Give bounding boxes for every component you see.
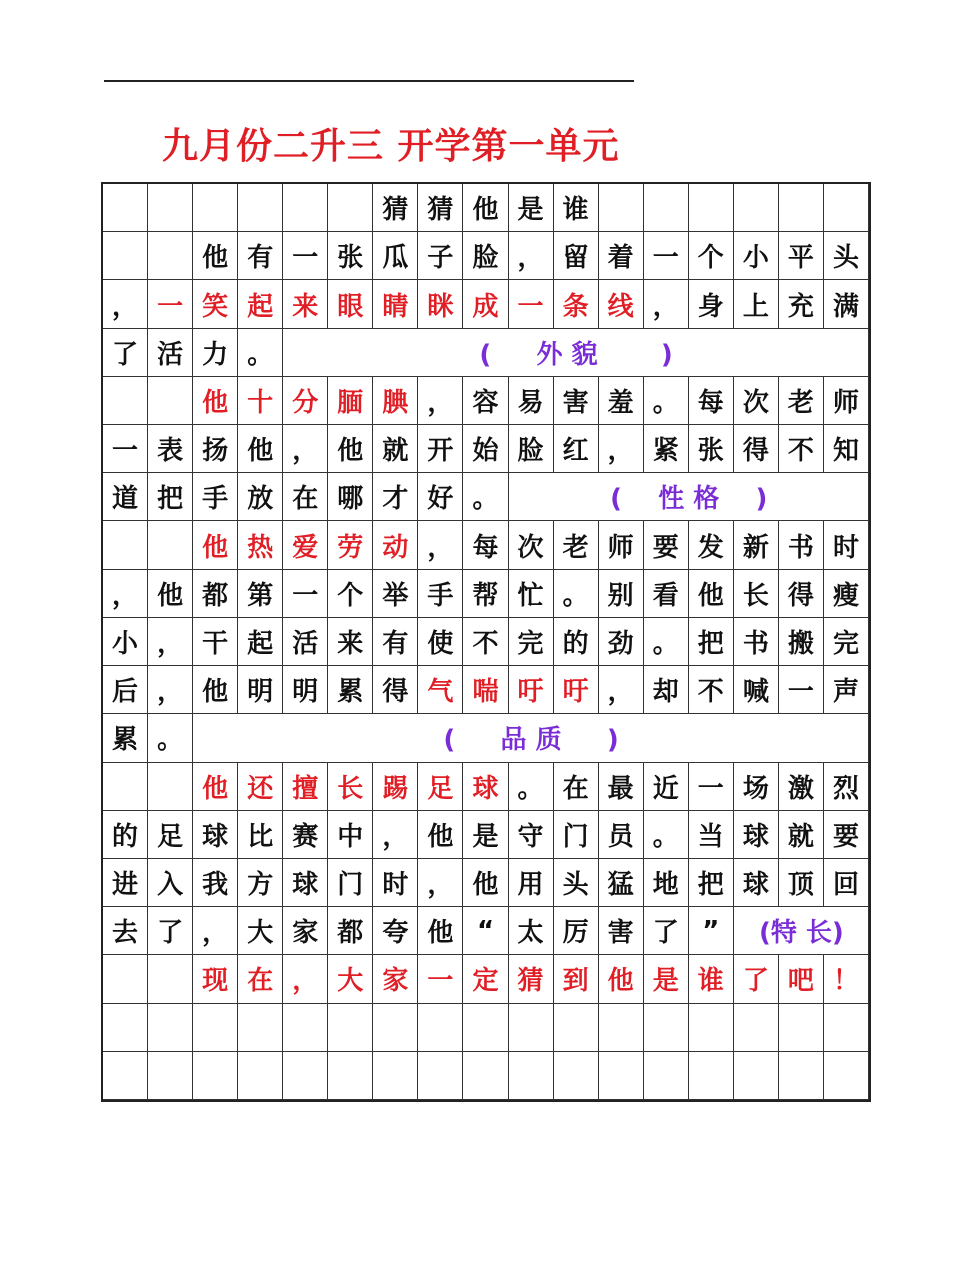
grid-cell: 知 [824,425,869,473]
grid-cell: 他 [599,955,644,1003]
grid-cell: 次 [734,377,779,425]
grid-cell [418,1052,463,1100]
grid-cell: 他 [193,377,238,425]
grid-cell: 他 [328,425,373,473]
grid-cell: ， [418,377,463,425]
grid-cell: 有 [373,618,418,666]
grid-cell: 头 [554,859,599,907]
grid-cell: 。 [463,473,508,521]
grid-cell: 球 [283,859,328,907]
category-label: ( 性 格 ) [610,484,768,515]
grid-cell: ， [644,280,689,328]
grid-cell: 定 [463,955,508,1003]
grid-cell: 踢 [373,763,418,811]
grid-cell: 一 [283,570,328,618]
grid-cell [824,1052,869,1100]
grid-cell: 他 [148,570,193,618]
grid-cell [193,184,238,232]
grid-cell: 场 [734,763,779,811]
grid-cell: 赛 [283,811,328,859]
grid-cell: 忙 [509,570,554,618]
grid-cell [599,1052,644,1100]
grid-cell: 紧 [644,425,689,473]
grid-cell: ” [689,907,734,955]
grid-cell [689,184,734,232]
grid-cell: 脸 [463,232,508,280]
grid-cell: 每 [463,521,508,569]
grid-cell: 使 [418,618,463,666]
grid-cell: 得 [373,666,418,714]
grid-cell [373,1052,418,1100]
grid-cell: 到 [554,955,599,1003]
grid-cell: 个 [689,232,734,280]
grid-cell: 足 [148,811,193,859]
grid-cell [148,763,193,811]
grid-cell: 近 [644,763,689,811]
grid-cell: 明 [283,666,328,714]
grid-cell: 家 [283,907,328,955]
page-title: 九月份二升三 开学第一单元 [162,126,620,167]
grid-cell: 在 [283,473,328,521]
grid-cell: 动 [373,521,418,569]
grid-cell [103,521,148,569]
grid-cell [103,377,148,425]
category-label: (特 长) [758,918,844,949]
grid-cell: 眼 [328,280,373,328]
grid-cell: 他 [418,907,463,955]
grid-cell: 腼 [328,377,373,425]
grid-cell: 不 [463,618,508,666]
grid-cell [599,184,644,232]
grid-cell: 球 [734,859,779,907]
grid-cell: 一 [644,232,689,280]
grid-cell: 得 [779,570,824,618]
grid-cell: 头 [824,232,869,280]
grid-cell: 球 [193,811,238,859]
grid-cell: 笑 [193,280,238,328]
grid-cell: ， [373,811,418,859]
grid-cell: 长 [328,763,373,811]
grid-cell: 球 [734,811,779,859]
grid-cell: 一 [148,280,193,328]
grid-cell: 谁 [689,955,734,1003]
grid-cell: 一 [103,425,148,473]
grid-cell: 激 [779,763,824,811]
grid-cell [779,1052,824,1100]
grid-cell [328,1052,373,1100]
grid-cell: 球 [463,763,508,811]
grid-cell: 他 [193,521,238,569]
grid-cell: 猜 [509,955,554,1003]
grid-cell [238,1052,283,1100]
grid-cell: 上 [734,280,779,328]
grid-cell [554,1052,599,1100]
grid-cell [463,1004,508,1052]
grid-cell: 喘 [463,666,508,714]
grid-cell: 在 [554,763,599,811]
grid-cell [599,1004,644,1052]
grid-cell: 明 [238,666,283,714]
grid-cell [148,955,193,1003]
category-label-cell [283,329,869,377]
grid-cell: 一 [418,955,463,1003]
grid-cell [103,1052,148,1100]
grid-cell: 进 [103,859,148,907]
grid-cell: 大 [328,955,373,1003]
grid-cell: 门 [328,859,373,907]
grid-cell: 了 [103,329,148,377]
grid-cell: ， [599,666,644,714]
grid-cell: 猜 [418,184,463,232]
grid-cell: 了 [644,907,689,955]
grid-cell [644,184,689,232]
grid-cell: 完 [824,618,869,666]
grid-cell: ， [283,955,328,1003]
grid-cell: 要 [824,811,869,859]
grid-cell: 是 [509,184,554,232]
grid-cell [734,184,779,232]
grid-cell: ， [283,425,328,473]
grid-cell: 喊 [734,666,779,714]
grid-cell: 新 [734,521,779,569]
grid-cell [328,184,373,232]
grid-cell: 起 [238,280,283,328]
grid-cell [148,1004,193,1052]
grid-cell [148,232,193,280]
grid-cell: 员 [599,811,644,859]
grid-cell [734,1052,779,1100]
grid-cell: 却 [644,666,689,714]
grid-cell: 不 [689,666,734,714]
grid-cell: 完 [509,618,554,666]
grid-cell: ， [103,570,148,618]
grid-cell: 把 [148,473,193,521]
grid-cell: 一 [689,763,734,811]
grid-cell: 每 [689,377,734,425]
grid-cell: 守 [509,811,554,859]
grid-cell: 了 [734,955,779,1003]
grid-cell [103,763,148,811]
grid-cell: 睛 [373,280,418,328]
grid-cell: 书 [779,521,824,569]
grid-cell [463,1052,508,1100]
grid-cell [734,1004,779,1052]
grid-cell [103,184,148,232]
grid-cell [824,1004,869,1052]
grid-cell: 我 [193,859,238,907]
grid-cell: 留 [554,232,599,280]
grid-cell: 起 [238,618,283,666]
grid-cell: ， [418,859,463,907]
grid-cell: 门 [554,811,599,859]
grid-cell: 力 [193,329,238,377]
grid-cell: 。 [554,570,599,618]
grid-cell: 太 [509,907,554,955]
grid-cell: 别 [599,570,644,618]
grid-cell: 眯 [418,280,463,328]
grid-cell [238,184,283,232]
grid-cell: 累 [103,714,148,762]
grid-cell [373,1004,418,1052]
grid-cell: 小 [103,618,148,666]
grid-cell: 累 [328,666,373,714]
grid-cell: 容 [463,377,508,425]
grid-cell: 第 [238,570,283,618]
grid-cell [283,184,328,232]
grid-cell: 。 [644,377,689,425]
grid-cell: 张 [689,425,734,473]
grid-cell: 开 [418,425,463,473]
grid-cell: 放 [238,473,283,521]
grid-cell: 易 [509,377,554,425]
grid-cell [283,1052,328,1100]
grid-cell: 。 [644,618,689,666]
grid-cell: 他 [238,425,283,473]
grid-cell: 充 [779,280,824,328]
grid-cell: 来 [328,618,373,666]
grid-cell: 大 [238,907,283,955]
grid-cell [509,1004,554,1052]
grid-cell: 一 [509,280,554,328]
grid-cell: 把 [689,859,734,907]
grid-cell: 是 [644,955,689,1003]
grid-cell: ， [599,425,644,473]
grid-cell: 道 [103,473,148,521]
grid-cell: 老 [554,521,599,569]
grid-cell: 脸 [509,425,554,473]
grid-cell: 就 [373,425,418,473]
grid-cell: 要 [644,521,689,569]
grid-cell: 看 [644,570,689,618]
grid-cell: 活 [283,618,328,666]
grid-cell: 是 [463,811,508,859]
grid-cell: 老 [779,377,824,425]
grid-cell: 都 [328,907,373,955]
grid-cell: 足 [418,763,463,811]
grid-cell: 满 [824,280,869,328]
grid-cell [779,1004,824,1052]
grid-cell: 瘦 [824,570,869,618]
grid-cell [283,1004,328,1052]
grid-cell: “ [463,907,508,955]
grid-cell: 举 [373,570,418,618]
grid-cell: ， [103,280,148,328]
grid-cell [103,1004,148,1052]
grid-cell: 他 [193,666,238,714]
grid-cell: 来 [283,280,328,328]
grid-cell: 吁 [509,666,554,714]
grid-cell [193,1052,238,1100]
grid-cell: 不 [779,425,824,473]
writing-grid [101,182,869,1100]
grid-cell [148,184,193,232]
grid-cell: 条 [554,280,599,328]
grid-cell: 帮 [463,570,508,618]
grid-cell: 表 [148,425,193,473]
grid-cell [509,1052,554,1100]
grid-cell: 夸 [373,907,418,955]
grid-cell: 。 [238,329,283,377]
category-label-cell [734,907,869,955]
grid-cell: ！ [824,955,869,1003]
grid-cell: 始 [463,425,508,473]
grid-cell: 搬 [779,618,824,666]
grid-cell: 了 [148,907,193,955]
grid-cell: 热 [238,521,283,569]
grid-cell: 时 [373,859,418,907]
grid-cell: 小 [734,232,779,280]
grid-cell: 他 [193,763,238,811]
grid-cell: 猛 [599,859,644,907]
grid-cell [193,1004,238,1052]
grid-cell: 时 [824,521,869,569]
grid-cell: 他 [463,859,508,907]
grid-cell: 害 [599,907,644,955]
grid-cell: 回 [824,859,869,907]
grid-cell [103,955,148,1003]
grid-cell: 去 [103,907,148,955]
grid-cell: 张 [328,232,373,280]
category-label: ( 品 质 ) [443,725,619,756]
grid-cell: ， [148,666,193,714]
grid-cell: 劳 [328,521,373,569]
grid-cell: 。 [644,811,689,859]
grid-cell: 。 [509,763,554,811]
grid-cell: ， [148,618,193,666]
category-label: ( 外 貌 ) [479,339,673,370]
grid-cell: 比 [238,811,283,859]
grid-cell: 的 [103,811,148,859]
grid-cell [238,1004,283,1052]
grid-cell: 现 [193,955,238,1003]
grid-cell [148,1052,193,1100]
grid-cell: 一 [779,666,824,714]
grid-cell: 厉 [554,907,599,955]
grid-cell: 师 [599,521,644,569]
grid-cell: 气 [418,666,463,714]
grid-cell: 他 [463,184,508,232]
grid-cell [418,1004,463,1052]
grid-cell: 就 [779,811,824,859]
grid-cell: 手 [193,473,238,521]
grid-cell: 后 [103,666,148,714]
grid-cell: 擅 [283,763,328,811]
grid-cell: 扬 [193,425,238,473]
grid-cell: 着 [599,232,644,280]
grid-cell: 长 [734,570,779,618]
grid-cell [328,1004,373,1052]
grid-cell [644,1004,689,1052]
grid-cell: 都 [193,570,238,618]
grid-cell: 平 [779,232,824,280]
category-label-cell [193,714,869,762]
grid-cell [779,184,824,232]
grid-cell: 方 [238,859,283,907]
grid-cell [644,1052,689,1100]
grid-cell: 把 [689,618,734,666]
grid-cell: 哪 [328,473,373,521]
grid-cell: 干 [193,618,238,666]
grid-cell: 次 [509,521,554,569]
grid-cell: 分 [283,377,328,425]
grid-cell: 师 [824,377,869,425]
grid-cell: 子 [418,232,463,280]
grid-cell: 活 [148,329,193,377]
grid-cell: 猜 [373,184,418,232]
grid-cell: 在 [238,955,283,1003]
grid-cell: 当 [689,811,734,859]
grid-cell: 害 [554,377,599,425]
grid-cell: 还 [238,763,283,811]
grid-cell: 烈 [824,763,869,811]
grid-cell: 书 [734,618,779,666]
grid-cell: 最 [599,763,644,811]
grid-cell: 入 [148,859,193,907]
grid-cell: 顶 [779,859,824,907]
grid-cell [824,184,869,232]
grid-cell: 劲 [599,618,644,666]
grid-cell: 他 [418,811,463,859]
grid-cell: 爱 [283,521,328,569]
grid-cell: 谁 [554,184,599,232]
grid-cell: 腆 [373,377,418,425]
grid-cell: 吁 [554,666,599,714]
grid-cell: 吧 [779,955,824,1003]
grid-cell: 线 [599,280,644,328]
grid-cell: 个 [328,570,373,618]
grid-cell: 发 [689,521,734,569]
grid-cell: 用 [509,859,554,907]
top-rule-line [104,80,634,82]
grid-cell: 他 [193,232,238,280]
grid-cell: 十 [238,377,283,425]
grid-cell: ， [509,232,554,280]
grid-cell [148,521,193,569]
grid-cell [148,377,193,425]
grid-cell: 中 [328,811,373,859]
grid-cell: 一 [283,232,328,280]
grid-cell [103,232,148,280]
category-label-cell [509,473,869,521]
grid-cell: 他 [689,570,734,618]
grid-cell: 。 [148,714,193,762]
grid-cell: 才 [373,473,418,521]
grid-cell: ， [418,521,463,569]
grid-cell [689,1004,734,1052]
grid-cell [689,1052,734,1100]
grid-cell: 有 [238,232,283,280]
grid-cell: 家 [373,955,418,1003]
grid-cell: 手 [418,570,463,618]
grid-cell: 好 [418,473,463,521]
grid-cell: 得 [734,425,779,473]
grid-cell: ， [193,907,238,955]
grid-cell: 的 [554,618,599,666]
grid-cell: 红 [554,425,599,473]
grid-cell: 身 [689,280,734,328]
grid-cell: 声 [824,666,869,714]
grid-cell: 地 [644,859,689,907]
grid-cell [554,1004,599,1052]
grid-cell: 成 [463,280,508,328]
grid-cell: 羞 [599,377,644,425]
grid-cell: 瓜 [373,232,418,280]
